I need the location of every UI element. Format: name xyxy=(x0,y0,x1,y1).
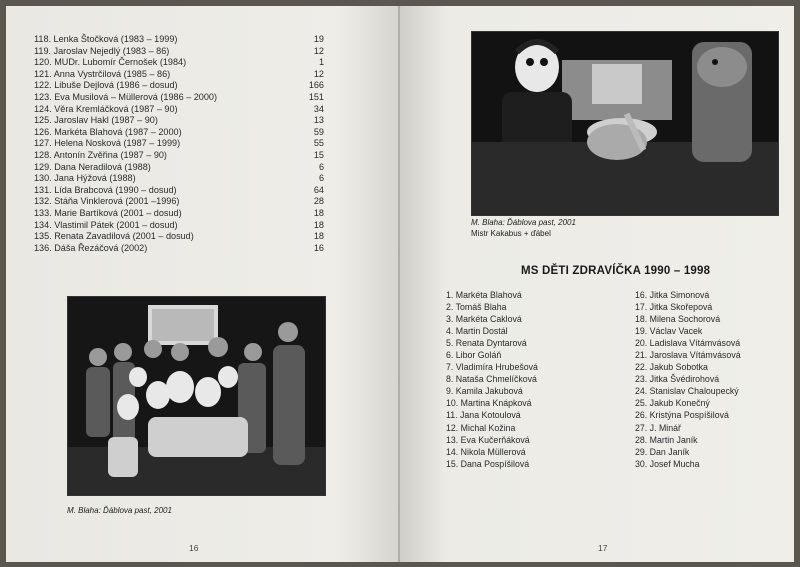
list-item: 18. Milena Sochorová xyxy=(635,314,721,325)
list-item: 3. Markéta Caklová xyxy=(446,314,522,325)
performance-count: 16 xyxy=(313,242,324,253)
list-item: 30. Josef Mucha xyxy=(635,458,700,469)
performance-count: 28 xyxy=(313,196,324,207)
member-name: 136. Dáša Řezáčová (2002) xyxy=(34,242,148,253)
performance-count: 15 xyxy=(313,149,324,160)
list-item: 22. Jakub Sobotka xyxy=(635,362,708,373)
list-item xyxy=(34,162,324,174)
list-item: 21. Jaroslava Vítámvásová xyxy=(635,350,741,361)
performance-count: 18 xyxy=(313,231,324,242)
performance-count: 18 xyxy=(313,219,324,230)
performance-count: 6 xyxy=(318,161,324,172)
list-item: 17. Jitka Skořepová xyxy=(635,302,713,313)
member-name: 130. Jana Hýžová (1988) xyxy=(34,173,136,184)
list-item xyxy=(34,127,324,139)
list-item xyxy=(34,138,324,150)
list-item: 24. Stanislav Chaloupecký xyxy=(635,386,739,397)
list-item: 13. Eva Kučerňáková xyxy=(446,434,530,445)
performance-count: 151 xyxy=(308,91,324,102)
member-name: 127. Helena Nosková (1987 – 1999) xyxy=(34,138,181,149)
list-item: 9. Kamila Jakubová xyxy=(446,386,523,397)
photo-caption-line2: Mistr Kakabus + ďábel xyxy=(471,229,551,238)
list-item xyxy=(34,57,324,69)
list-item xyxy=(34,196,324,208)
member-column-2 xyxy=(635,289,741,470)
list-item xyxy=(34,92,324,104)
performance-count: 34 xyxy=(313,103,324,114)
group-photo-image xyxy=(68,297,325,495)
photo-caption: M. Blaha: Ďáblova past, 2001 xyxy=(67,506,172,515)
performance-count: 64 xyxy=(313,184,324,195)
list-item xyxy=(34,173,324,185)
performance-count: 12 xyxy=(313,68,324,79)
member-name: 134. Vlastimil Pátek (2001 – dosud) xyxy=(34,219,178,230)
performance-count: 1 xyxy=(318,57,324,68)
list-item: 12. Michal Kožina xyxy=(446,422,516,433)
member-name: 120. MUDr. Lubomír Černošek (1984) xyxy=(34,57,187,68)
performance-count: 12 xyxy=(313,45,324,56)
member-name: 133. Marie Bartíková (2001 – dosud) xyxy=(34,207,182,218)
member-name: 129. Dana Neradilová (1988) xyxy=(34,161,151,172)
member-name: 125. Jaroslav Hakl (1987 – 90) xyxy=(34,115,158,126)
list-item xyxy=(34,115,324,127)
list-item: 26. Kristýna Pospíšilová xyxy=(635,410,729,421)
list-item: 2. Tomáš Blaha xyxy=(446,302,507,313)
list-item: 23. Jitka Švédirohová xyxy=(635,374,720,385)
member-name: 119. Jaroslav Nejedlý (1983 – 86) xyxy=(34,45,170,56)
list-item xyxy=(34,80,324,92)
member-name: 123. Eva Musilová – Müllerová (1986 – 2000) xyxy=(34,91,217,102)
list-item xyxy=(34,69,324,81)
list-item xyxy=(34,231,324,243)
member-name: 131. Lída Brabcová (1990 – dosud) xyxy=(34,184,177,195)
list-item: 1. Markéta Blahová xyxy=(446,290,522,300)
list-item xyxy=(34,150,324,162)
puppet-photo-image xyxy=(472,32,778,215)
list-item: 8. Nataša Chmelíčková xyxy=(446,374,537,385)
list-item xyxy=(34,34,324,46)
list-item: 28. Martin Janík xyxy=(635,434,698,445)
list-item xyxy=(34,220,324,232)
list-item: 14. Nikola Müllerová xyxy=(446,446,526,457)
list-item: 15. Dana Pospíšilová xyxy=(446,458,530,469)
puppet-photo xyxy=(471,31,779,216)
performance-count: 55 xyxy=(313,138,324,149)
list-item: 16. Jitka Simonová xyxy=(635,290,710,300)
section-title: MS DĚTI ZDRAVÍČKA 1990 – 1998 xyxy=(521,265,711,277)
performance-count: 19 xyxy=(313,34,324,44)
list-item: 27. J. Minář xyxy=(635,422,681,433)
list-item xyxy=(34,185,324,197)
performance-count: 59 xyxy=(313,126,324,137)
member-name: 118. Lenka Štočková (1983 – 1999) xyxy=(34,34,178,44)
list-item: 25. Jakub Konečný xyxy=(635,398,710,409)
list-item: 10. Martina Knápková xyxy=(446,398,532,409)
list-item xyxy=(34,208,324,220)
performance-count: 18 xyxy=(313,207,324,218)
list-item xyxy=(34,243,324,255)
page-number: 17 xyxy=(598,543,608,553)
performance-count: 6 xyxy=(318,173,324,184)
list-item: 6. Libor Goláň xyxy=(446,350,502,361)
list-item: 5. Renata Dyntarová xyxy=(446,338,527,349)
list-item: 29. Dan Janík xyxy=(635,446,690,457)
list-item: 7. Vladimíra Hrubešová xyxy=(446,362,538,373)
member-name: 124. Věra Kremláčková (1987 – 90) xyxy=(34,103,178,114)
list-item: 4. Martin Dostál xyxy=(446,326,508,337)
member-name: 128. Antonín Zvěřina (1987 – 90) xyxy=(34,149,167,160)
performance-count: 13 xyxy=(313,115,324,126)
member-name: 132. Stáňa Vinklerová (2001 –1996) xyxy=(34,196,180,207)
member-list xyxy=(34,34,324,254)
group-photo xyxy=(67,296,326,496)
member-name: 121. Anna Vystrčilová (1985 – 86) xyxy=(34,68,171,79)
list-item xyxy=(34,104,324,116)
photo-caption-line1: M. Blaha: Ďáblova past, 2001 xyxy=(471,218,576,227)
left-page xyxy=(6,6,398,562)
performance-count: 166 xyxy=(308,80,324,91)
right-page xyxy=(400,6,794,562)
member-name: 122. Libuše Dejlová (1986 – dosud) xyxy=(34,80,178,91)
member-column-1 xyxy=(446,289,538,470)
list-item: 19. Václav Vacek xyxy=(635,326,703,337)
member-name: 135. Renata Zavadilová (2001 – dosud) xyxy=(34,231,194,242)
page-number: 16 xyxy=(189,543,199,553)
list-item xyxy=(34,46,324,58)
list-item: 20. Ladislava Vítámvásová xyxy=(635,338,741,349)
member-name: 126. Markéta Blahová (1987 – 2000) xyxy=(34,126,182,137)
list-item: 11. Jana Kotoulová xyxy=(446,410,521,421)
